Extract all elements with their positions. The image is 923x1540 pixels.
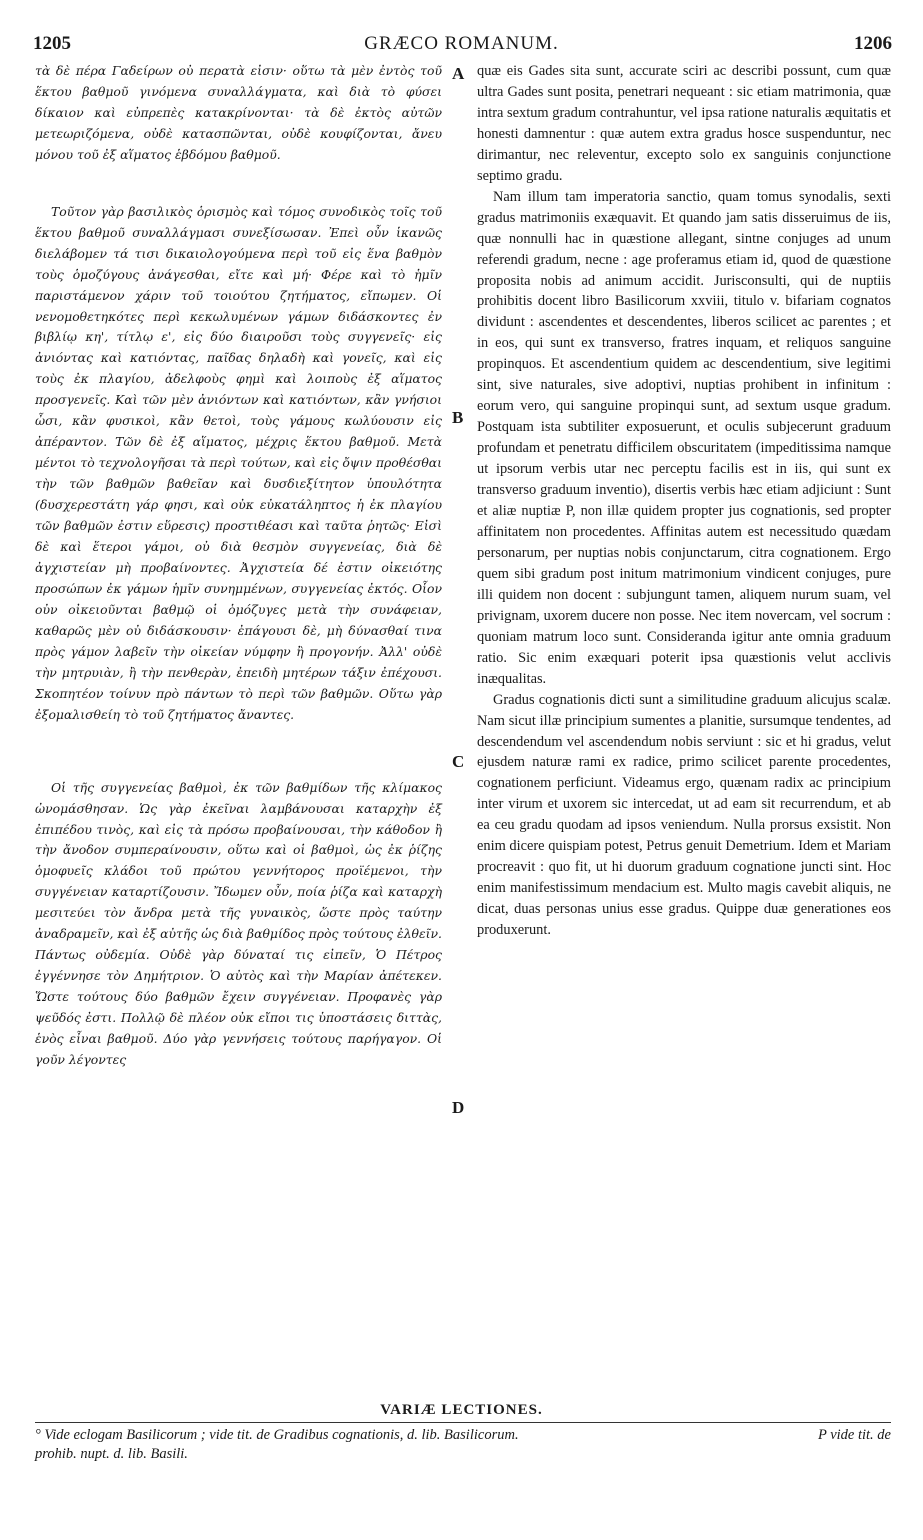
latin-column [477, 61, 891, 941]
variae-lectiones-heading: VARIÆ LECTIONES. [380, 1402, 543, 1418]
page-number-right: 1206 [854, 33, 892, 54]
footnotes [35, 1426, 891, 1464]
latin-paragraph-2: Nam illum tam imperatoria sanctio, quam tomus synodalis, sexti gradus matrimoniis exæquavit. Et quando jam satis disseruimus de iis, quæ nonnulli hac in quæstione allegant, sintne conjuges ad unum referendi gradum, necne : age proferamus etiam id, quod de quæstione proposita nobis ad animum accidit. Jurisconsulti, qui de nuptiis prohibitis docent libro Basilicorum xxviii, titulo v. bifariam cognatos dividunt : ascendentes et descendentes, liberos scilicet ac parentes ; et in eos, qui sunt ex transverso, fratres inquam, et reliquos sanguine propinquos. Et ascendentium quidem ac descendentium, sive legitimi sint, sive naturales, sive adoptivi, nuptias prohibent in infinitum : eorum vero, qui sanguine propinqui sunt, ad sextum usque gradum. Postquam ista subtiliter exposuerunt, et oculis subjecerunt graduum profundam et penetratu difficilem obscuritatem (impeditissima namque ut ipsorum verbis utar nec perceptu facilis est in iis, qui sunt ex transverso graduum inventio), disertis verbis hæc etiam adjiciunt : Sunt et aliæ nuptiæ P, non illæ quidem propter jus cognationis, sed propter affinitatem non procedentes. Affinitas autem est necessitudo quædam personarum, per nuptias nobis conjunctarum, citra cognationem. Ergo quem sibi gradum post initum matrimonium vindicent conjuges, pure illi quidem non docent : subjungunt tamen, aliquem nurum suam, vel privignam, uxorem ducere non posse. Nec item novercam, vel socrum : quoniam matrum loco sunt. Consideranda igitur ante omnia graduum ratio. Sic enim exæquari poterit ipsa quæstionis velut acclivis inæqualitas. [477, 188, 891, 687]
paragraph-gap [35, 166, 442, 202]
section-marker-b: B [452, 408, 464, 427]
running-title: GRÆCO ROMANUM. [364, 33, 559, 54]
section-marker-c: C [452, 752, 465, 771]
footnote-line-1 [35, 1426, 891, 1445]
section-marker-d: D [452, 1098, 465, 1117]
page-number-left: 1205 [33, 33, 71, 54]
footnote-1: ° Vide eclogam Basilicorum ; vide tit. de Gradibus cognationis, d. lib. Basilicorum. [35, 1427, 519, 1443]
latin-paragraph-1: quæ eis Gades sita sunt, accurate sciri ac describi possunt, cum quæ ultra Gades sunt posita, penetrari nequeant : sic etiam matrimonia, quæ intra sextum gradum contrahuntur, vel ipsa ratione naturalis æquitatis et honesti damnentur : quæ autem extra gradus hosce suspenduntur, nec dirimantur, nec releventur, excepto solo ex sanguinis conjunctione septimo gradu. [477, 63, 891, 184]
paragraph-gap [35, 726, 442, 778]
footnote-3: prohib. nupt. d. lib. Basili. [35, 1446, 188, 1462]
latin-paragraph-3: Gradus cognationis dicti sunt a similitudine graduum alicujus scalæ. Nam sicut illæ principium sumentes a planitie, sursumque tendentes, ad descendendum vel ascendendum nobis serviunt : sic et hi gradus, velut ejusdem naturæ rami ex radice, primo scilicet parente procedentes, cognationem perficiunt. Videamus ergo, quænam radix ac principium inter virum et uxorem sic intercedat, ut ad eam sit recurrendum, et ab ea ceu gradu quodam ad ipsos veniendum. Nulla prorsus exsistit. Non enim dicere quispiam potest, Petrus genuit Demetrium. Idem et Mariam procreavit : quo fit, ut hi duorum graduum cognatione juncti sint. Hoc enim manifestissimum mendacium est. Multo magis cavebit aliquis, ne dicat, duas personas unius esse gradus. Quippe duæ generationes eos produxerunt. [477, 691, 891, 939]
greek-paragraph-1: τὰ δὲ πέρα Γαδείρων οὐ περατὰ εἰσιν· οὕτω τὰ μὲν ἐντὸς τοῦ ἕκτου βαθμοῦ γινόμενα συναλλάγματα, καὶ διὰ τὸ φύσει δίκαιον καὶ εὐπρεπὲς κατακρίνονται· τὰ δὲ ἐκτὸς αὐτῶν μετεωριζόμενα, οὐδὲ κατασπῶνται, οὐδὲ κουφίζονται, ἄνευ μόνου τοῦ ἐξ αἵματος ἑβδόμου βαθμοῦ. [35, 63, 442, 162]
footnote-divider [35, 1422, 891, 1423]
greek-column [35, 61, 442, 1071]
section-marker-a: A [452, 64, 465, 83]
page-header [0, 0, 923, 56]
greek-paragraph-3: Οἱ τῆς συγγενείας βαθμοὶ, ἐκ τῶν βαθμίδων τῆς κλίμακος ὠνομάσθησαν. Ὡς γὰρ ἐκεῖναι λαμβάνουσαι καταρχὴν ἐξ ἐπιπέδου τινὸς, καὶ εἰς τὰ πρόσω προβαίνουσαι, τὴν κάθοδον ἢ τὴν ἄνοδον συμπεραίνουσιν, οὕτω καὶ οἱ βαθμοὶ, ὡς ἐκ ῥίζης ὁμοφυεῖς κλάδοι τοῦ πρώτου γεννήτορος προϊέμενοι, τὴν συγγένειαν καταρτίζουσιν. Ἴδωμεν οὖν, ποία ῥίζα καὶ καταρχὴ μεσιτεύει τὸν ἄνδρα μετὰ τῆς γυναικὸς, ὥστε πρὸς ταύτην ἀναδραμεῖν, καὶ ἐξ αὐτῆς ὡς διὰ βαθμίδος πρὸς τούτους ἐλθεῖν. Πάντως οὐδεμία. Οὐδὲ γὰρ δύναταί τις εἰπεῖν, Ὁ Πέτρος ἐγγέννησε τὸν Δημήτριον. Ὁ αὐτὸς καὶ τὴν Μαρίαν ἀπέτεκεν. Ὥστε τούτους δύο βαθμῶν ἔχειν συγγένειαν. Προφανὲς γὰρ ψεῦδός ἐστι. Πολλῷ δὲ πλέον οὐκ εἴποι τις ὑποστάσεις διττὰς, ἑνὸς εἶναι βαθμοῦ. Δύο γὰρ γεννήσεις τούτους παρήγαγον. Οἱ γοῦν λέγοντες [35, 779, 442, 1067]
greek-paragraph-2: Τοῦτον γὰρ βασιλικὸς ὁρισμὸς καὶ τόμος συνοδικὸς τοῖς τοῦ ἕκτου βαθμοῦ συναλλάγμασι συνεξίσωσαν. Ἐπεὶ οὖν ἱκανῶς διελάβομεν τά τισι δικαιολογούμενα περὶ τοῦ εἰς ἕνα βαθμὸν τοὺς ὁμοζύγους ἀνάγεσθαι, εἴτε καὶ μή· Φέρε καὶ τὸ ἡμῖν παριστάμενον χάριν τοῦ τοιούτου ζητήματος, εἴπωμεν. Οἱ νενομοθετηκότες περὶ κεκωλυμένων γάμων διδάσκοντες ἐν βιβλίῳ κη', τίτλῳ ε', εἰς δύο διαιροῦσι τοὺς συγγενεῖς· εἰς ἀνιόντας καὶ κατιόντας, παῖδας δηλαδὴ καὶ γονεῖς, καὶ εἰς τοὺς ἐκ πλαγίου, ἀδελφοὺς φημὶ καὶ λοιποὺς ἐξ αἵματος προσγενεῖς. Καὶ τῶν μὲν ἀνιόντων καὶ κατιόντων, κἂν γνήσιοι ὦσι, κἂν φυσικοὶ, κἂν θετοὶ, τοὺς γάμους κωλύουσιν εἰς ἀπέραντον. Τῶν δὲ ἐξ αἵματος, μέχρις ἕκτου βαθμοῦ. Μετὰ μέντοι τὸ τεχνολογῆσαι τὰ περὶ τούτων, καὶ εἰς ὄψιν προθέσθαι τὴν τῶν βαθμῶν βαθεῖαν καὶ δυσδιεξίτητον ὑπουλότητα (δυσχερεστάτη γάρ φησι, καὶ οὐκ εὐκατάληπτος ἡ ἐκ πλαγίου τῶν βαθμῶν ἐστιν εὕρεσις) προστιθέασι καὶ ταῦτα ῥητῶς· Εἰσὶ δὲ καὶ ἕτεροι γάμοι, οὐ διὰ θεσμὸν συγγενείας, διὰ δὲ ἀγχιστείαν μὴ προβαίνοντες. Ἀγχιστεία δέ ἐστιν οἰκειότης προσώπων ἐκ γάμων ἡμῖν συνημμένων, συγγενείας ἐκτός. Οἷον οὐν οἰκειοῦνται βαθμῷ οἱ ὁμόζυγες μετὰ τὴν συνάφειαν, καθαρῶς μὲν οὐ διδάσκουσιν· ἐπάγουσι δὲ, μὴ δύνασθαί τινα πρὸς γάμον λαβεῖν τὴν οἰκείαν νύμφην ἢ προγονήν. Ἀλλ' οὐδὲ τὴν μητρυιὰν, ἢ τὴν πενθερὰν, ἐπειδὴ μητέρων τάξιν ἐπέχουσι. Σκοπητέον τοίνυν πρὸ πάντων τὸ περὶ τῶν βαθμῶν. Οὕτω γὰρ ἐξομαλισθείη τὸ τοῦ ζητήματος ἄναντες. [35, 203, 442, 722]
footnote-2: P vide tit. de [817, 1427, 891, 1443]
